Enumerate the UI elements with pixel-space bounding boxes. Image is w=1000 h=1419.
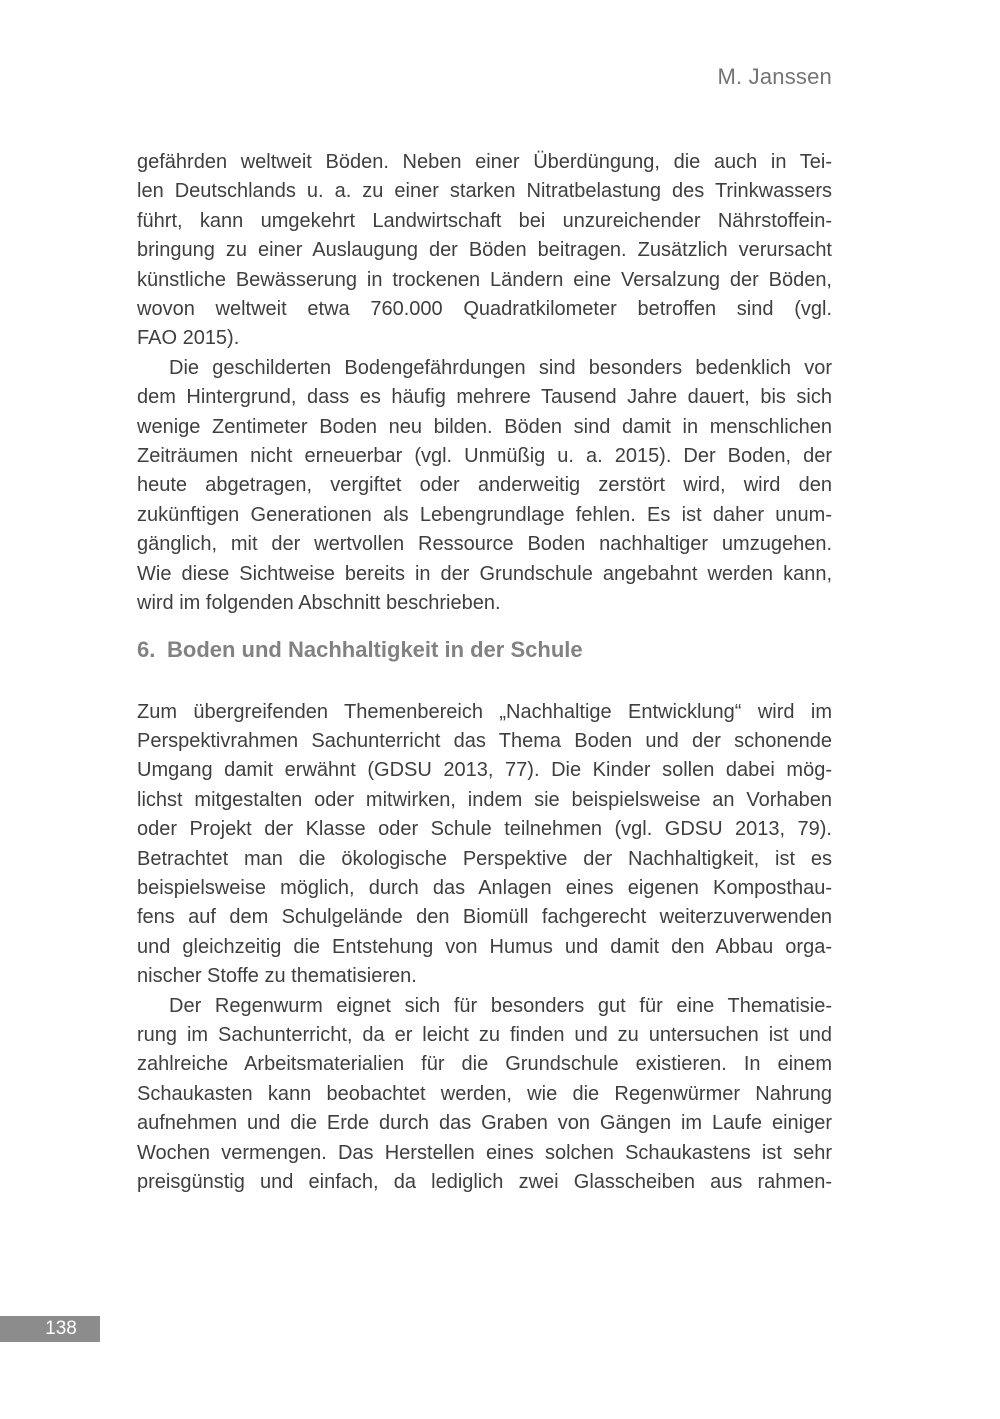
text-line: Zeiträumen nicht erneuerbar (vgl. Unmüßig u. a. 2015). Der Boden, der — [137, 445, 832, 468]
text-line: bringung zu einer Auslaugung der Böden beitragen. Zusätzlich verursacht — [137, 239, 832, 262]
text-line: zahlreiche Arbeitsmaterialien für die Grundschule existieren. In einem — [137, 1053, 832, 1076]
text-line: Betrachtet man die ökologische Perspektive der Nachhaltigkeit, ist es — [137, 847, 832, 870]
paragraph-bodengefaehrdungen — [137, 354, 832, 619]
paragraph-regenwurm — [137, 992, 832, 1198]
text-line: Perspektivrahmen Sachunterricht das Thema Boden und der schonende — [137, 729, 832, 752]
text-line: aufnehmen und die Erde durch das Graben von Gängen im Laufe einiger — [137, 1112, 832, 1135]
section-title: Boden und Nachhaltigkeit in der Schule — [167, 636, 583, 662]
text-line: gänglich, mit der wertvollen Ressource Boden nachhaltiger umzugehen. — [137, 533, 832, 556]
text-line: dem Hintergrund, dass es häufig mehrere Tausend Jahre dauert, bis sich — [137, 386, 832, 409]
text-line: und gleichzeitig die Entstehung von Humus und damit den Abbau orga- — [137, 935, 832, 958]
text-line: wovon weltweit etwa 760.000 Quadratkilometer betroffen sind (vgl. — [137, 298, 832, 321]
running-header — [137, 64, 832, 90]
text-line: heute abgetragen, vergiftet oder anderweitig zerstört wird, wird den — [137, 474, 832, 497]
text-line: oder Projekt der Klasse oder Schule teilnehmen (vgl. GDSU 2013, 79). — [137, 818, 832, 841]
text-line: gefährden weltweit Böden. Neben einer Überdüngung, die auch in Tei- — [137, 151, 832, 173]
text-line: beispielsweise möglich, durch das Anlagen eines eigenen Komposthau- — [137, 876, 832, 899]
text-line: nischer Stoffe zu thematisieren. — [137, 965, 417, 988]
text-line: Umgang damit erwähnt (GDSU 2013, 77). Die Kinder sollen dabei mög- — [137, 759, 832, 782]
text-line: FAO 2015). — [137, 327, 240, 350]
paragraph-nachhaltige-entwicklung — [137, 698, 832, 992]
section-heading — [137, 635, 832, 665]
text-line: Die geschilderten Bodengefährdungen sind besonders bedenklich vor — [169, 356, 832, 379]
text-block — [137, 148, 832, 1197]
text-line: len Deutschlands u. a. zu einer starken Nitratbelastung des Trinkwassers — [137, 180, 832, 203]
paragraph-continuation — [137, 148, 832, 354]
text-line: wird im folgenden Abschnitt beschrieben. — [137, 592, 501, 615]
text-line: Schaukasten kann beobachtet werden, wie die Regenwürmer Nahrung — [137, 1082, 832, 1105]
text-line: fens auf dem Schulgelände den Biomüll fachgerecht weiterzuverwenden — [137, 906, 832, 929]
page-number: 138 — [45, 1318, 77, 1339]
text-line: Wie diese Sichtweise bereits in der Grundschule angebahnt werden kann, — [137, 562, 832, 585]
text-line: Der Regenwurm eignet sich für besonders gut für eine Thematisie- — [169, 994, 832, 1017]
text-line: führt, kann umgekehrt Landwirtschaft bei unzureichender Nährstoffein- — [137, 209, 832, 232]
text-line: preisgünstig und einfach, da lediglich zwei Glasscheiben aus rahmen- — [137, 1171, 832, 1193]
section-number: 6. — [137, 636, 156, 662]
text-line: Wochen vermengen. Das Herstellen eines solchen Schaukastens ist sehr — [137, 1141, 832, 1164]
page-number-badge — [0, 1316, 100, 1342]
author-name: M. Janssen — [717, 64, 832, 89]
text-line: lichst mitgestalten oder mitwirken, indem sie beispielsweise an Vorhaben — [137, 788, 832, 811]
text-line: Zum übergreifenden Themenbereich „Nachhaltige Entwicklung“ wird im — [137, 700, 832, 723]
text-line: zukünftigen Generationen als Lebengrundlage fehlen. Es ist daher unum- — [137, 503, 832, 526]
text-line: rung im Sachunterricht, da er leicht zu finden und zu untersuchen ist und — [137, 1023, 832, 1046]
text-line: wenige Zentimeter Boden neu bilden. Böden sind damit in menschlichen — [137, 415, 832, 438]
text-line: künstliche Bewässerung in trockenen Ländern eine Versalzung der Böden, — [137, 268, 832, 291]
